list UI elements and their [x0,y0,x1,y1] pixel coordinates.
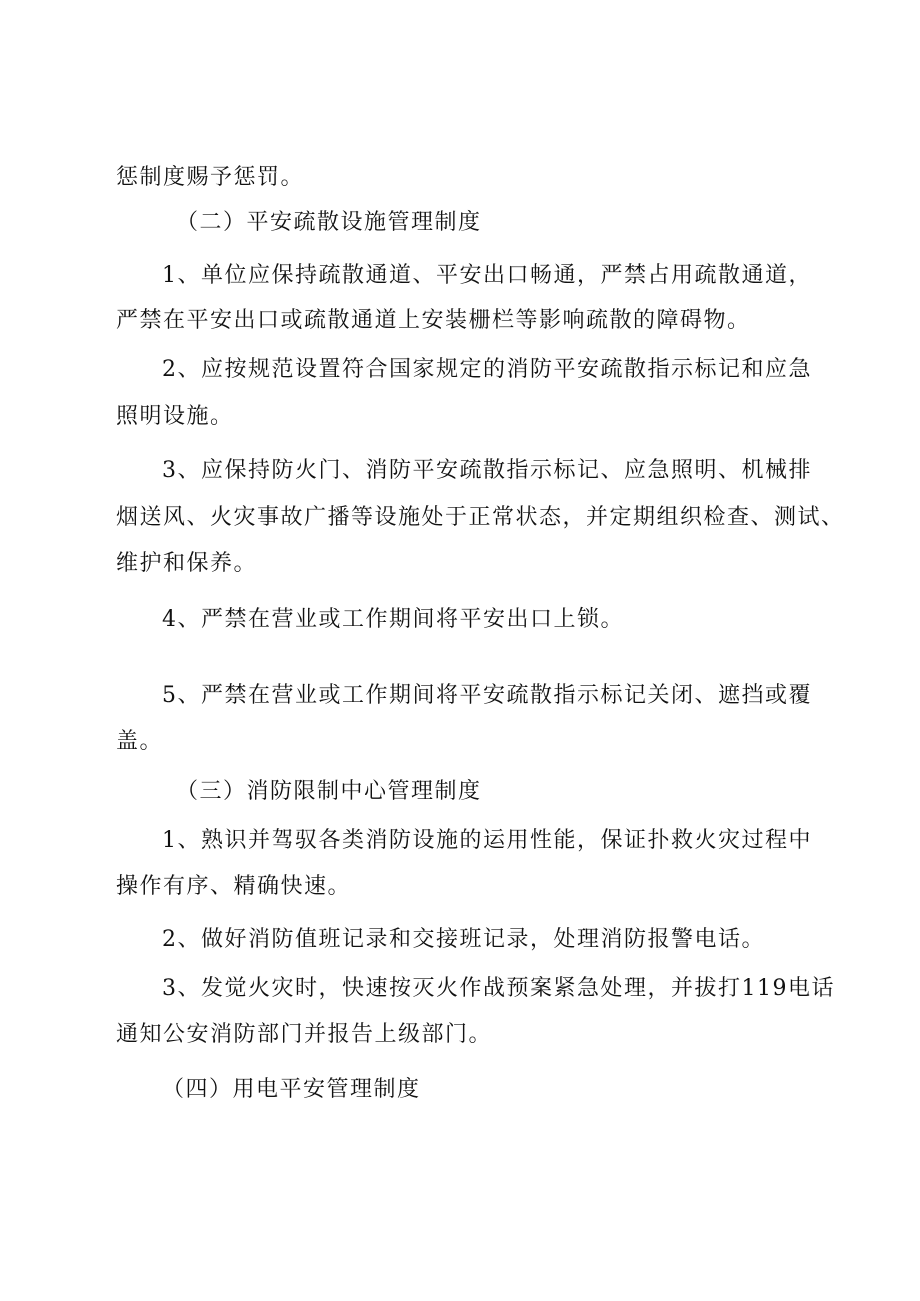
section-heading-text: （二）平安疏散设施管理制度 [176,210,482,235]
text-line: 3、发觉火灾时，快速按灭火作战预案紧急处理，并拔打119电话 [162,976,835,1001]
text-line: 严禁在平安出口或疏散通道上安装栅栏等影响疏散的障碍物。 [116,308,751,333]
text-line: 1、熟识并驾驭各类消防设施的运用性能，保证扑救火灾过程中 [162,828,812,853]
text-line: 盖。 [116,729,164,754]
text-line: 照明设施。 [116,404,234,429]
text-line: 4、严禁在营业或工作期间将平安出口上锁。 [162,607,624,632]
text-line: 2、做好消防值班记录和交接班记录，处理消防报警电话。 [162,927,765,952]
text-line: 惩制度赐予惩罚。 [116,165,305,190]
text-line: 通知公安消防部门并报告上级部门。 [116,1022,493,1047]
section-heading-text: （三）消防限制中心管理制度 [176,779,482,804]
text-line: 3、应保持防火门、消防平安疏散指示标记、应急照明、机械排 [162,458,812,483]
text-line: 5、严禁在营业或工作期间将平安疏散指示标记关闭、遮挡或覆 [162,683,812,708]
text-line: 1、单位应保持疏散通道、平安出口畅通，严禁占用疏散通道， [162,263,812,288]
text-line: 2、应按规范设置符合国家规定的消防平安疏散指示标记和应急 [162,357,812,382]
text-line: 操作有序、精确快速。 [116,874,352,899]
text-line: 维护和保养。 [116,551,258,576]
text-line: 烟送风、火灾事故广播等设施处于正常状态，并定期组织检查、测试、 [116,505,845,530]
section-heading-text: （四）用电平安管理制度 [162,1077,421,1102]
